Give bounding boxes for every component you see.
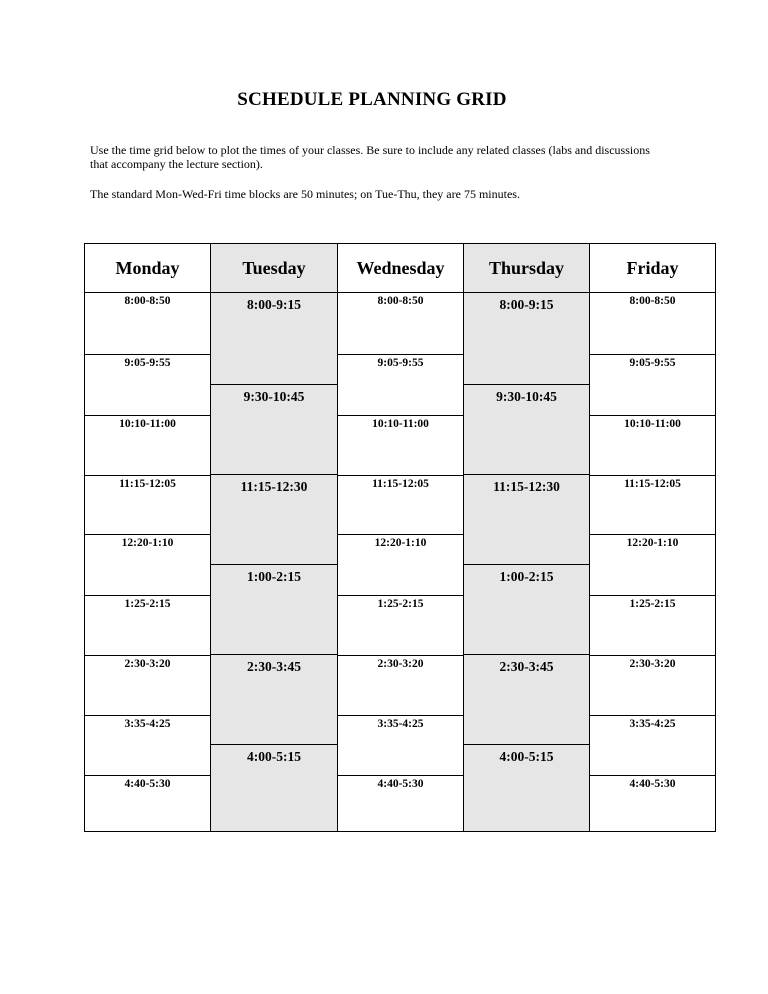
day-header-monday: Monday [85, 244, 210, 293]
day-header-friday: Friday [590, 244, 715, 293]
instructions-paragraph: Use the time grid below to plot the times of your classes. Be sure to include any related classes (labs and discussions that accompany the lecture section). [90, 143, 650, 171]
tt-slot[interactable]: 1:00-2:15 [211, 564, 337, 654]
tt-slot[interactable]: 8:00-9:15 [499, 297, 554, 312]
mwf-slot[interactable]: 4:40-5:30 [338, 775, 463, 832]
mwf-slot[interactable]: 3:35-4:25 [590, 715, 715, 775]
mwf-slot[interactable]: 9:05-9:55 [590, 354, 715, 415]
mwf-slot[interactable]: 8:00-8:50 [124, 295, 171, 307]
mwf-slot[interactable]: 4:40-5:30 [590, 775, 715, 832]
mwf-slot[interactable]: 11:15-12:05 [85, 475, 210, 534]
column-monday [85, 244, 211, 831]
tt-slot[interactable]: 9:30-10:45 [464, 384, 589, 474]
tt-slot[interactable]: 8:00-9:15 [247, 297, 301, 312]
time-block-note: The standard Mon-Wed-Fri time blocks are 50 minutes; on Tue-Thu, they are 75 minutes. [90, 187, 520, 201]
mwf-slot[interactable]: 3:35-4:25 [85, 715, 210, 775]
day-header-thursday: Thursday [464, 244, 589, 293]
mwf-slot[interactable]: 2:30-3:20 [85, 655, 210, 715]
tt-slot[interactable]: 2:30-3:45 [464, 654, 589, 744]
mwf-slot[interactable]: 11:15-12:05 [338, 475, 463, 534]
mwf-slot[interactable]: 2:30-3:20 [338, 655, 463, 715]
mwf-slot[interactable]: 8:00-8:50 [629, 295, 676, 307]
tt-slot[interactable]: 11:15-12:30 [211, 474, 337, 564]
column-tuesday [211, 244, 338, 831]
schedule-grid [84, 243, 716, 832]
mwf-slot[interactable]: 1:25-2:15 [338, 595, 463, 655]
tt-slot[interactable]: 1:00-2:15 [464, 564, 589, 654]
mwf-slot[interactable]: 12:20-1:10 [590, 534, 715, 595]
mwf-slot[interactable]: 1:25-2:15 [590, 595, 715, 655]
mwf-slot[interactable]: 10:10-11:00 [338, 415, 463, 475]
mwf-slot[interactable]: 10:10-11:00 [590, 415, 715, 475]
column-thursday [464, 244, 590, 831]
mwf-slot[interactable]: 12:20-1:10 [338, 534, 463, 595]
column-wednesday [338, 244, 464, 831]
tt-slot[interactable]: 2:30-3:45 [211, 654, 337, 744]
mwf-slot[interactable]: 10:10-11:00 [85, 415, 210, 475]
mwf-slot[interactable]: 8:00-8:50 [377, 295, 424, 307]
tt-slot[interactable]: 11:15-12:30 [464, 474, 589, 564]
mwf-slot[interactable]: 3:35-4:25 [338, 715, 463, 775]
mwf-slot[interactable]: 4:40-5:30 [85, 775, 210, 832]
column-friday [590, 244, 715, 831]
page-title: SCHEDULE PLANNING GRID [237, 89, 507, 110]
mwf-slot[interactable]: 11:15-12:05 [590, 475, 715, 534]
mwf-slot[interactable]: 9:05-9:55 [338, 354, 463, 415]
day-header-tuesday: Tuesday [211, 244, 337, 293]
tt-slot[interactable]: 4:00-5:15 [464, 744, 589, 832]
mwf-slot[interactable]: 2:30-3:20 [590, 655, 715, 715]
tt-slot[interactable]: 9:30-10:45 [211, 384, 337, 474]
mwf-slot[interactable]: 9:05-9:55 [85, 354, 210, 415]
mwf-slot[interactable]: 12:20-1:10 [85, 534, 210, 595]
day-header-wednesday: Wednesday [338, 244, 463, 293]
mwf-slot[interactable]: 1:25-2:15 [85, 595, 210, 655]
tt-slot[interactable]: 4:00-5:15 [211, 744, 337, 832]
